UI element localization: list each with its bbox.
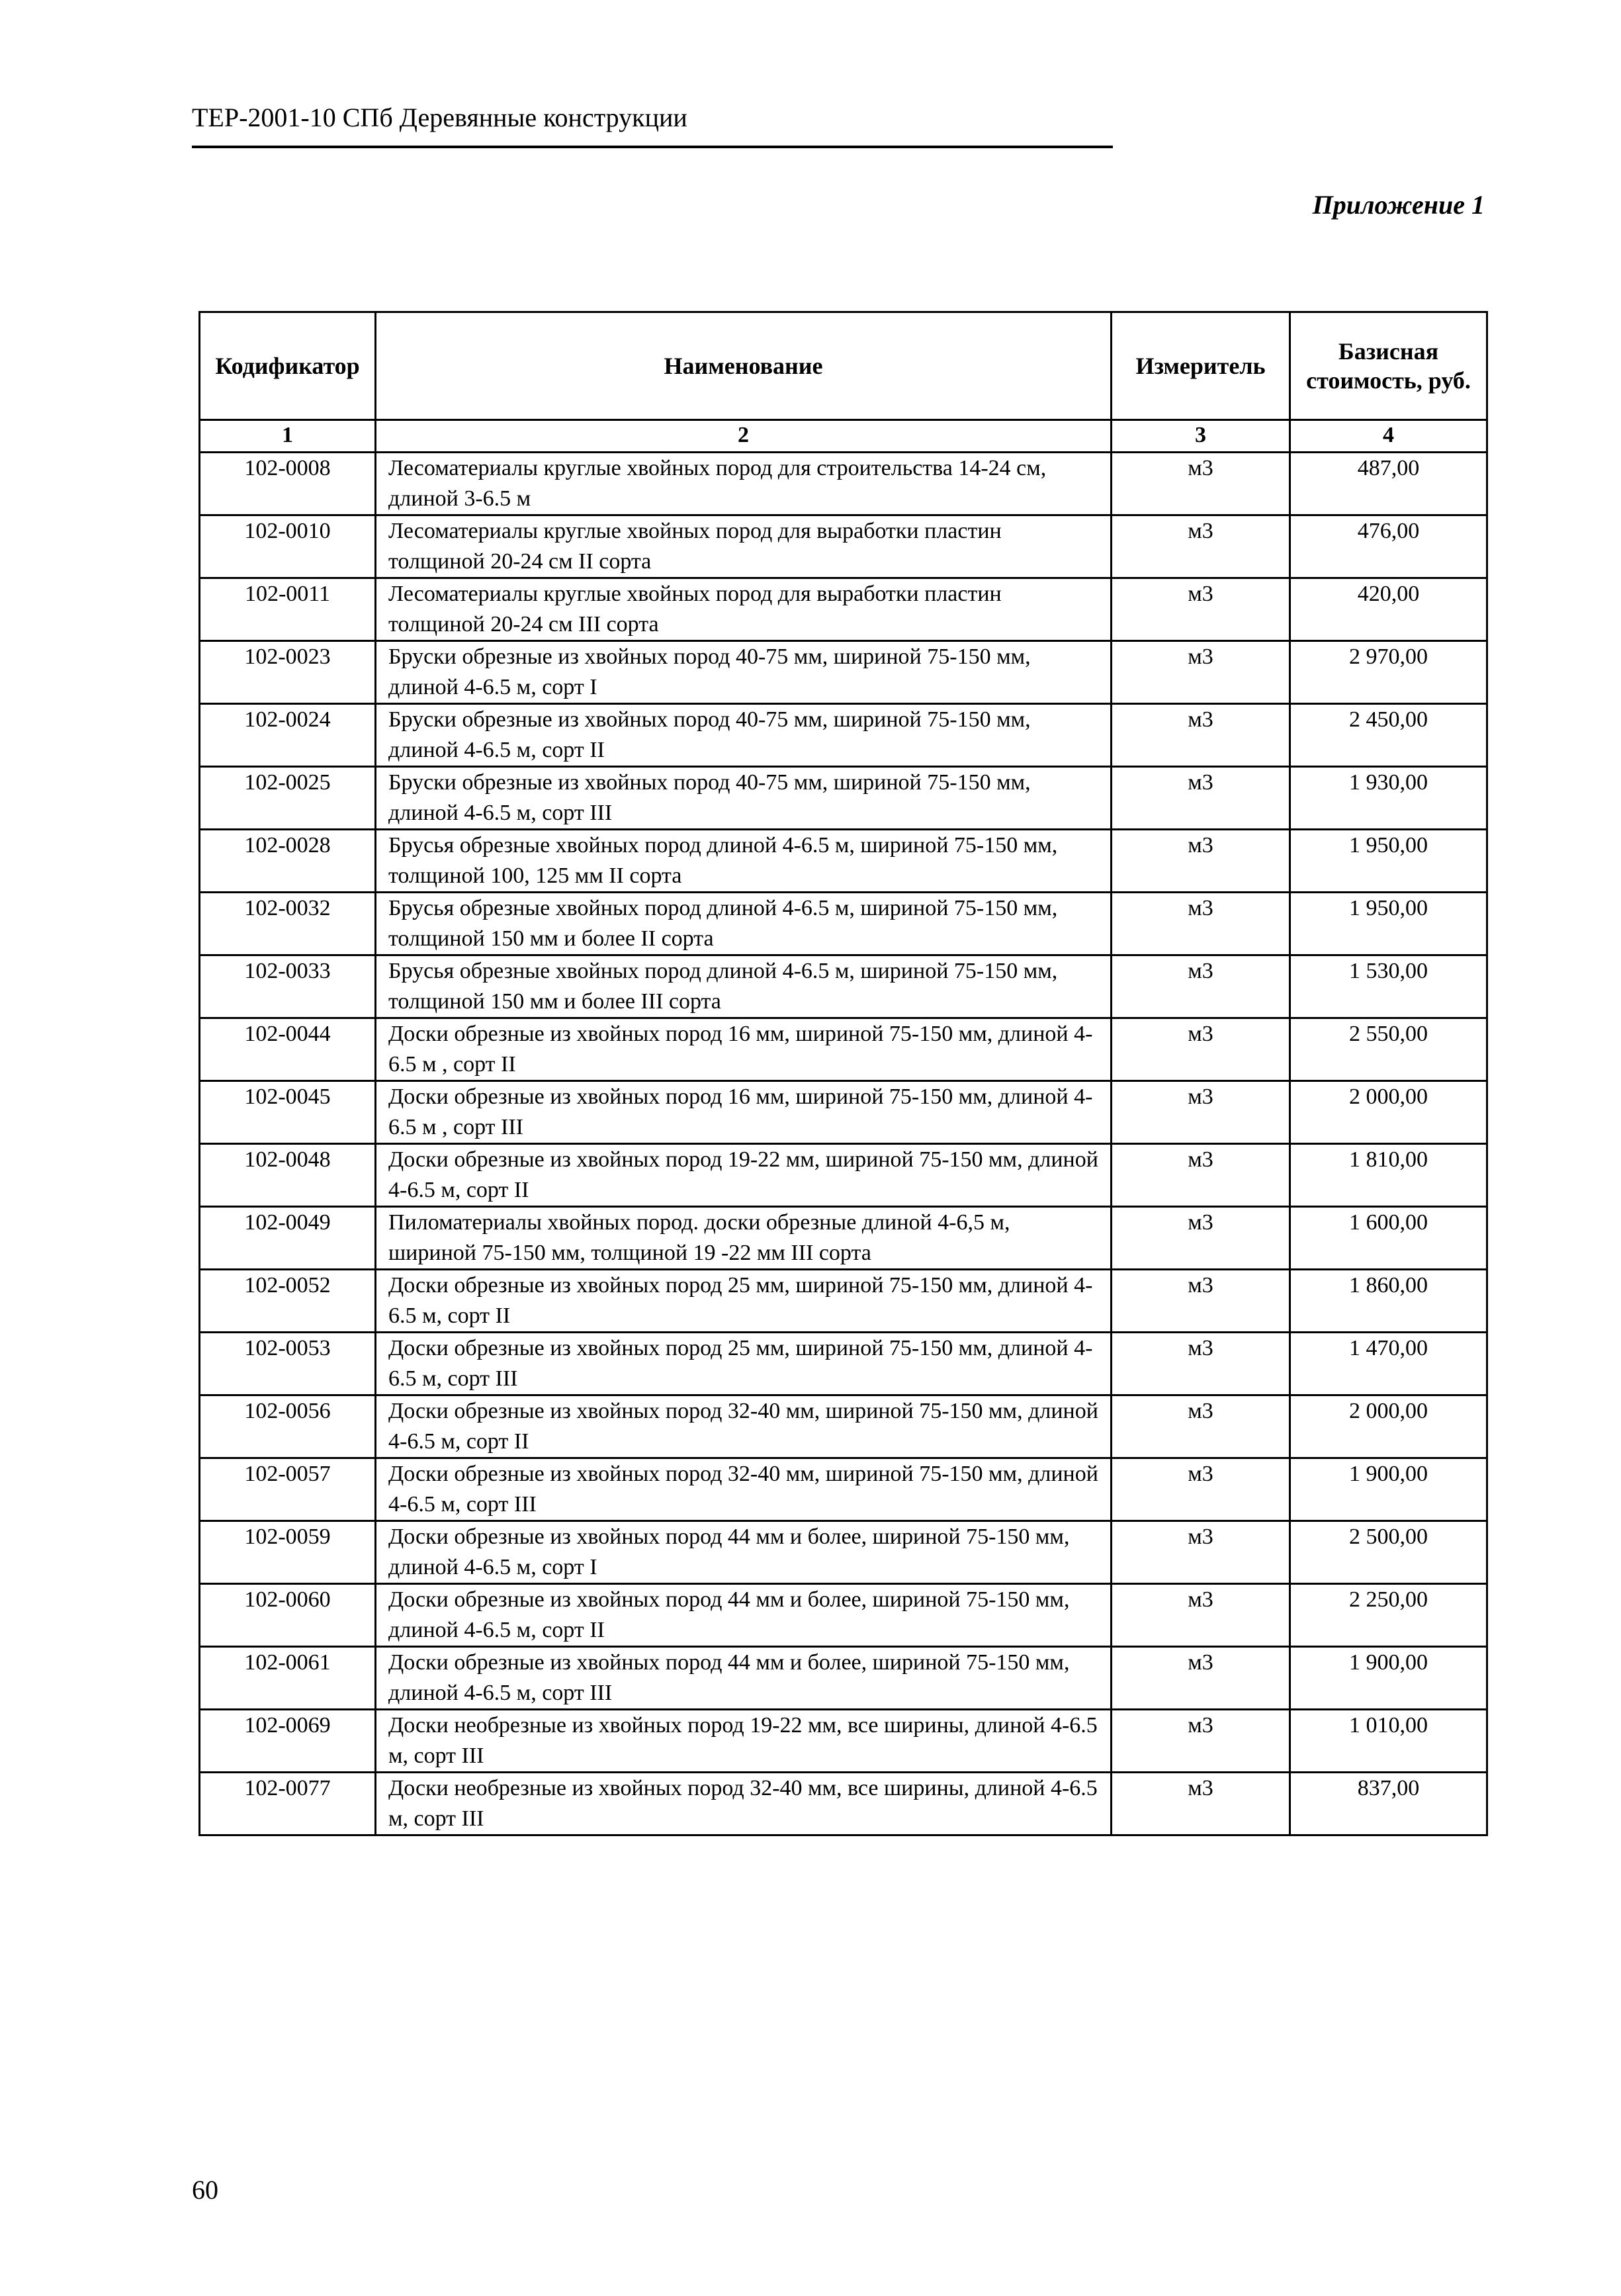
row-unit: м3 [1112,893,1290,955]
row-price: 1 810,00 [1290,1144,1487,1207]
row-name: Лесоматериалы круглые хвойных пород для выработки пластин толщиной 20-24 см II сорта [376,515,1112,578]
row-unit: м3 [1112,767,1290,830]
row-name: Доски необрезные из хвойных пород 32-40 мм, все ширины, длиной 4-6.5 м, сорт III [376,1773,1112,1835]
column-header-code: Кодификатор [200,312,376,420]
row-code: 102-0045 [200,1081,376,1144]
row-name: Бруски обрезные из хвойных пород 40-75 мм, шириной 75-150 мм, длиной 4-6.5 м, сорт III [376,767,1112,830]
row-unit: м3 [1112,704,1290,767]
row-price: 1 950,00 [1290,893,1487,955]
column-header-price: Базисная стоимость, руб. [1290,312,1487,420]
price-table [198,311,1488,1836]
row-code: 102-0049 [200,1207,376,1270]
row-unit: м3 [1112,578,1290,641]
row-code: 102-0024 [200,704,376,767]
row-price: 2 000,00 [1290,1395,1487,1458]
row-unit: м3 [1112,1081,1290,1144]
row-unit: м3 [1112,1710,1290,1773]
row-name: Доски обрезные из хвойных пород 32-40 мм, шириной 75-150 мм, длиной 4-6.5 м, сорт II [376,1395,1112,1458]
table-row [200,1270,1487,1333]
row-code: 102-0044 [200,1018,376,1081]
row-code: 102-0060 [200,1584,376,1647]
table-row [200,1207,1487,1270]
row-name: Доски обрезные из хвойных пород 16 мм, шириной 75-150 мм, длиной 4-6.5 м , сорт III [376,1081,1112,1144]
row-unit: м3 [1112,1270,1290,1333]
table-row [200,1018,1487,1081]
row-price: 487,00 [1290,453,1487,515]
row-name: Доски обрезные из хвойных пород 44 мм и более, шириной 75-150 мм, длиной 4-6.5 м, сорт I [376,1521,1112,1584]
row-code: 102-0069 [200,1710,376,1773]
row-code: 102-0010 [200,515,376,578]
column-header-unit: Измеритель [1112,312,1290,420]
row-price: 2 500,00 [1290,1521,1487,1584]
row-name: Доски необрезные из хвойных пород 19-22 мм, все ширины, длиной 4-6.5 м, сорт III [376,1710,1112,1773]
row-code: 102-0011 [200,578,376,641]
table-row [200,1333,1487,1395]
row-price: 1 900,00 [1290,1458,1487,1521]
row-name: Пиломатериалы хвойных пород. доски обрезные длиной 4-6,5 м, шириной 75-150 мм, толщиной 19 -22 мм III сорта [376,1207,1112,1270]
row-name: Доски обрезные из хвойных пород 25 мм, шириной 75-150 мм, длиной 4-6.5 м, сорт III [376,1333,1112,1395]
row-unit: м3 [1112,1458,1290,1521]
row-unit: м3 [1112,1647,1290,1710]
row-code: 102-0059 [200,1521,376,1584]
table-row [200,515,1487,578]
row-price: 420,00 [1290,578,1487,641]
row-unit: м3 [1112,641,1290,704]
table-row [200,1584,1487,1647]
row-price: 2 250,00 [1290,1584,1487,1647]
table-row [200,893,1487,955]
row-code: 102-0052 [200,1270,376,1333]
row-name: Доски обрезные из хвойных пород 32-40 мм, шириной 75-150 мм, длиной 4-6.5 м, сорт III [376,1458,1112,1521]
row-name: Доски обрезные из хвойных пород 16 мм, шириной 75-150 мм, длиной 4-6.5 м , сорт II [376,1018,1112,1081]
row-code: 102-0053 [200,1333,376,1395]
table-header-row [200,312,1487,420]
row-unit: м3 [1112,1584,1290,1647]
row-name: Брусья обрезные хвойных пород длиной 4-6.5 м, шириной 75-150 мм, толщиной 100, 125 мм II сорта [376,830,1112,893]
table-row [200,1647,1487,1710]
row-name: Лесоматериалы круглые хвойных пород для строительства 14-24 см, длиной 3-6.5 м [376,453,1112,515]
table-row [200,767,1487,830]
row-price: 1 900,00 [1290,1647,1487,1710]
row-price: 2 450,00 [1290,704,1487,767]
table-row [200,704,1487,767]
table-body [200,420,1487,1835]
table-row [200,1773,1487,1835]
row-name: Бруски обрезные из хвойных пород 40-75 мм, шириной 75-150 мм, длиной 4-6.5 м, сорт I [376,641,1112,704]
row-name: Бруски обрезные из хвойных пород 40-75 мм, шириной 75-150 мм, длиной 4-6.5 м, сорт II [376,704,1112,767]
row-price: 1 600,00 [1290,1207,1487,1270]
column-header-name: Наименование [376,312,1112,420]
row-unit: м3 [1112,830,1290,893]
table-row [200,1521,1487,1584]
table-row [200,1144,1487,1207]
table-row [200,830,1487,893]
appendix-label: Приложение 1 [1312,190,1485,220]
row-unit: м3 [1112,1773,1290,1835]
row-price: 1 860,00 [1290,1270,1487,1333]
row-code: 102-0056 [200,1395,376,1458]
row-code: 102-0057 [200,1458,376,1521]
row-price: 2 000,00 [1290,1081,1487,1144]
row-price: 2 550,00 [1290,1018,1487,1081]
row-code: 102-0008 [200,453,376,515]
row-price: 1 530,00 [1290,955,1487,1018]
row-code: 102-0061 [200,1647,376,1710]
row-unit: м3 [1112,955,1290,1018]
running-header: ТЕР-2001-10 СПб Деревянные конструкции [192,103,687,132]
row-unit: м3 [1112,1144,1290,1207]
header-rule [192,146,1113,148]
row-price: 837,00 [1290,1773,1487,1835]
table-row [200,578,1487,641]
row-name: Лесоматериалы круглые хвойных пород для выработки пластин толщиной 20-24 см III сорта [376,578,1112,641]
row-code: 102-0048 [200,1144,376,1207]
table-row [200,1710,1487,1773]
column-number: 2 [376,420,1112,453]
row-price: 476,00 [1290,515,1487,578]
table-row [200,453,1487,515]
row-name: Доски обрезные из хвойных пород 19-22 мм, шириной 75-150 мм, длиной 4-6.5 м, сорт II [376,1144,1112,1207]
column-number: 3 [1112,420,1290,453]
row-name: Доски обрезные из хвойных пород 44 мм и более, шириной 75-150 мм, длиной 4-6.5 м, сорт III [376,1647,1112,1710]
row-price: 1 010,00 [1290,1710,1487,1773]
row-code: 102-0028 [200,830,376,893]
row-unit: м3 [1112,515,1290,578]
row-price: 2 970,00 [1290,641,1487,704]
row-name: Брусья обрезные хвойных пород длиной 4-6.5 м, шириной 75-150 мм, толщиной 150 мм и более III сорта [376,955,1112,1018]
row-unit: м3 [1112,1395,1290,1458]
row-name: Доски обрезные из хвойных пород 44 мм и более, шириной 75-150 мм, длиной 4-6.5 м, сорт II [376,1584,1112,1647]
row-unit: м3 [1112,1521,1290,1584]
column-number: 1 [200,420,376,453]
row-code: 102-0033 [200,955,376,1018]
table-row [200,1395,1487,1458]
page-number: 60 [192,2175,218,2205]
table-row [200,1081,1487,1144]
row-unit: м3 [1112,453,1290,515]
row-price: 1 470,00 [1290,1333,1487,1395]
table-row [200,955,1487,1018]
row-price: 1 950,00 [1290,830,1487,893]
table-row [200,1458,1487,1521]
row-unit: м3 [1112,1333,1290,1395]
row-name: Доски обрезные из хвойных пород 25 мм, шириной 75-150 мм, длиной 4-6.5 м, сорт II [376,1270,1112,1333]
row-name: Брусья обрезные хвойных пород длиной 4-6.5 м, шириной 75-150 мм, толщиной 150 мм и более II сорта [376,893,1112,955]
row-code: 102-0023 [200,641,376,704]
column-number: 4 [1290,420,1487,453]
row-code: 102-0032 [200,893,376,955]
row-unit: м3 [1112,1207,1290,1270]
row-code: 102-0077 [200,1773,376,1835]
row-code: 102-0025 [200,767,376,830]
column-number-row [200,420,1487,453]
row-price: 1 930,00 [1290,767,1487,830]
row-unit: м3 [1112,1018,1290,1081]
table-row [200,641,1487,704]
